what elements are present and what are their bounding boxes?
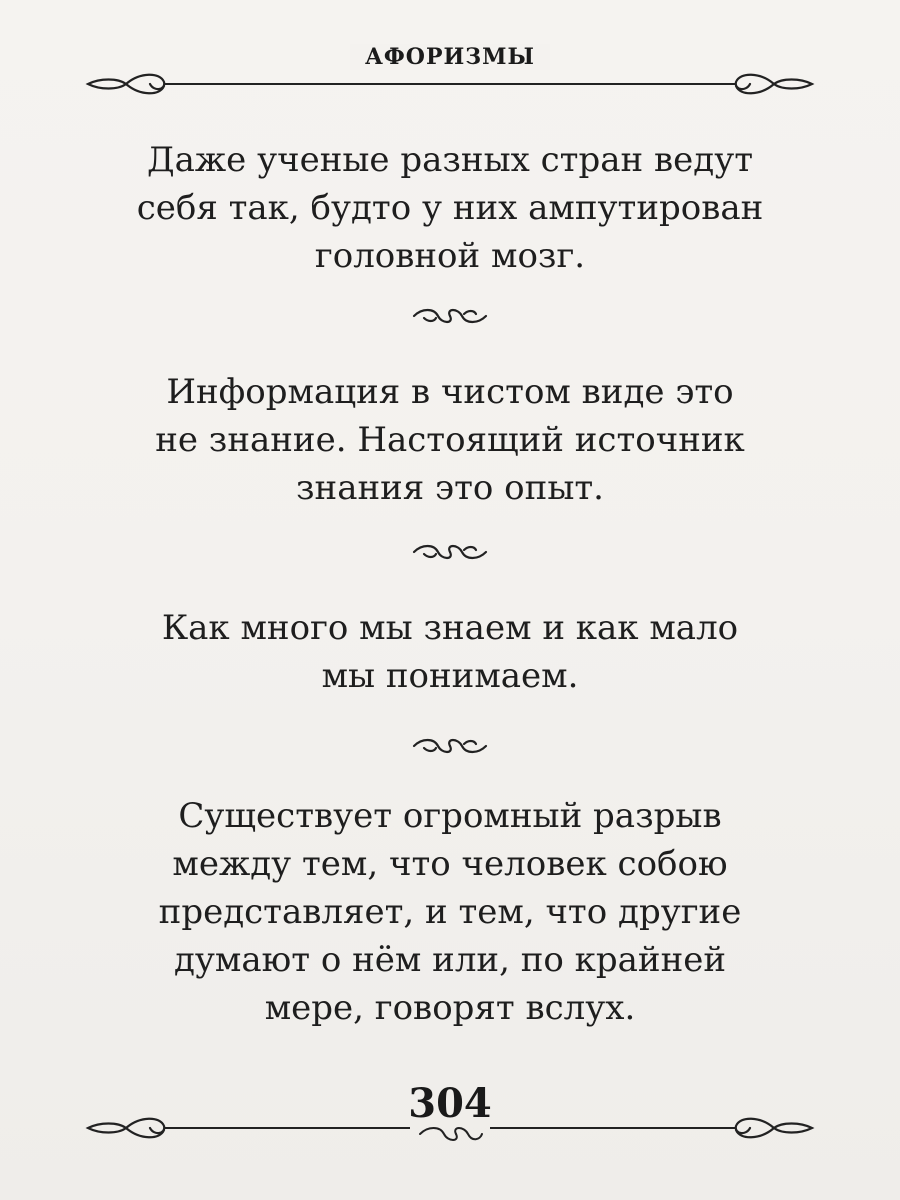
aphorism-line: мере, говорят вслух. bbox=[264, 988, 636, 1028]
aphorism-line: себя так, будто у них ампутирован bbox=[136, 188, 764, 228]
aphorism-line: знания это опыт. bbox=[296, 468, 604, 508]
flourish-divider-icon bbox=[410, 304, 490, 328]
aphorism-line: Как много мы знаем и как мало bbox=[161, 608, 739, 648]
aphorism-text bbox=[120, 792, 780, 1032]
aphorism-line: Существует огромный разрыв bbox=[178, 796, 722, 836]
header-title: АФОРИЗМЫ bbox=[350, 44, 550, 70]
aphorism-line: между тем, что человек собою bbox=[172, 844, 728, 884]
header-ornament-icon bbox=[0, 64, 900, 104]
aphorism-text bbox=[120, 368, 780, 512]
aphorism-line: Информация в чистом виде это bbox=[166, 372, 734, 412]
page-number: 304 bbox=[408, 1080, 492, 1127]
running-header bbox=[0, 34, 900, 104]
flourish-divider-icon bbox=[410, 734, 490, 758]
page-footer bbox=[0, 1070, 900, 1170]
aphorism-line: думают о нём или, по крайней bbox=[173, 940, 727, 980]
aphorism-text bbox=[120, 604, 780, 700]
aphorism-line: представляет, и тем, что другие bbox=[158, 892, 742, 932]
aphorism-line: головной мозг. bbox=[314, 236, 586, 276]
flourish-divider-icon bbox=[410, 540, 490, 564]
aphorism-line: не знание. Настоящий источник bbox=[155, 420, 745, 460]
aphorism-line: Даже ученые разных стран ведут bbox=[146, 140, 754, 180]
aphorism-text bbox=[120, 136, 780, 280]
aphorism-line: мы понимаем. bbox=[321, 656, 579, 696]
